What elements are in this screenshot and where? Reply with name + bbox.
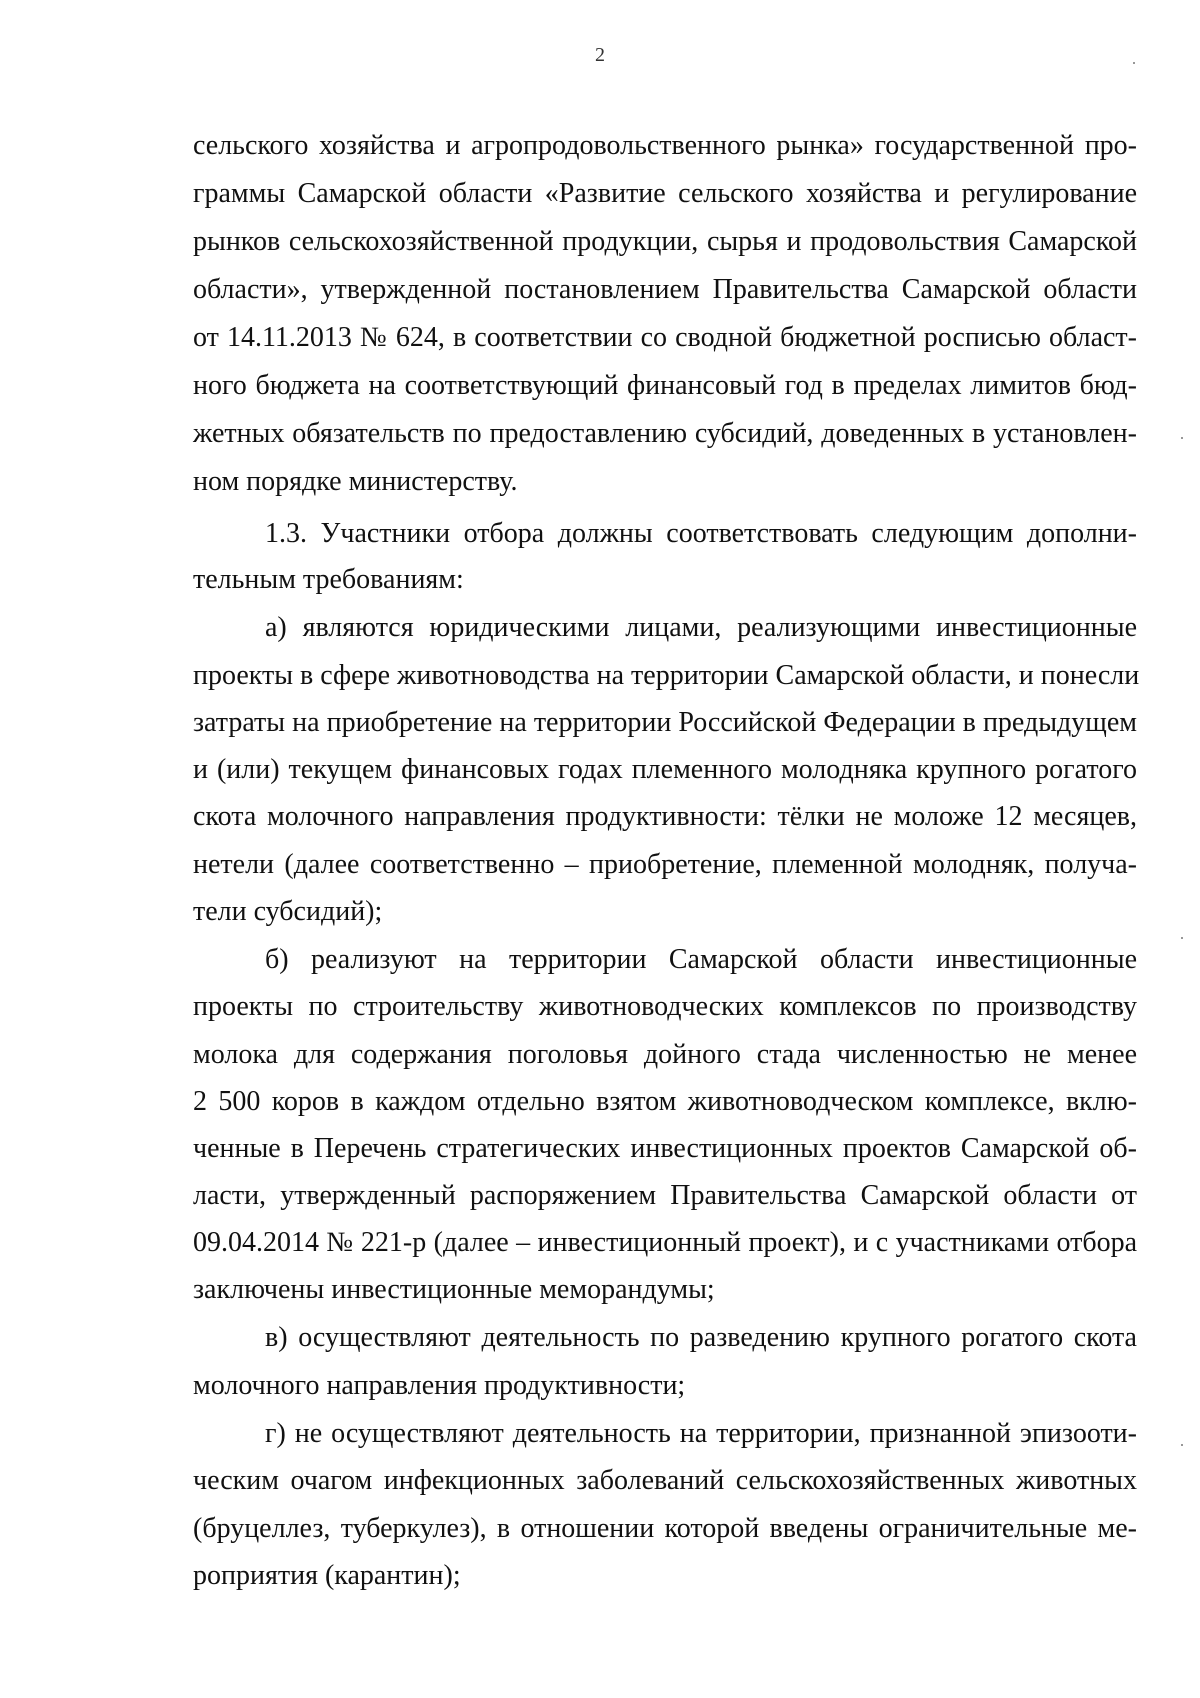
- text-line: роприятия (карантин);: [193, 1560, 461, 1591]
- text-line: а) являются юридическими лицами, реализующими инвестиционные: [265, 612, 1137, 643]
- text-line: от 14.11.2013 № 624, в соответствии со сводной бюджетной росписью област-: [193, 322, 1137, 353]
- text-line: ного бюджета на соответствующий финансовый год в пределах лимитов бюд-: [193, 370, 1137, 401]
- text-line: затраты на приобретение на территории Российской Федерации в предыдущем: [193, 707, 1137, 738]
- text-line: граммы Самарской области «Развитие сельского хозяйства и регулирование: [193, 178, 1137, 209]
- text-line: молочного направления продуктивности;: [193, 1370, 686, 1401]
- text-line: проекты в сфере животноводства на территории Самарской области, и понесли: [193, 660, 1140, 691]
- text-line: (бруцеллез, туберкулез), в отношении которой введены ограничительные ме-: [193, 1513, 1137, 1544]
- text-line: ном порядке министерству.: [193, 466, 518, 497]
- text-line: сельского хозяйства и агропродовольственного рынка» государственной про-: [193, 130, 1137, 161]
- text-line: жетных обязательств по предоставлению субсидий, доведенных в установлен-: [193, 418, 1137, 449]
- text-line: проекты по строительству животноводческих комплексов по производству: [193, 991, 1137, 1022]
- text-line: и (или) текущем финансовых годах племенного молодняка крупного рогатого: [193, 754, 1137, 785]
- page-number: 2: [595, 44, 605, 66]
- scan-speck: [1133, 62, 1135, 64]
- scan-speck: [1181, 937, 1183, 939]
- text-line: заключены инвестиционные меморандумы;: [193, 1274, 715, 1305]
- text-line: области», утвержденной постановлением Правительства Самарской области: [193, 274, 1137, 305]
- text-line: ласти, утвержденный распоряжением Правительства Самарской области от: [193, 1180, 1137, 1211]
- text-line: г) не осуществляют деятельность на территории, признанной эпизооти-: [265, 1418, 1137, 1449]
- text-line: ческим очагом инфекционных заболеваний сельскохозяйственных животных: [193, 1465, 1137, 1496]
- scan-speck: [1181, 1444, 1183, 1446]
- scan-speck: [1181, 437, 1183, 439]
- text-line: 2 500 коров в каждом отдельно взятом животноводческом комплексе, вклю-: [193, 1086, 1137, 1117]
- text-line: скота молочного направления продуктивности: тёлки не моложе 12 месяцев,: [193, 801, 1137, 832]
- text-line: 1.3. Участники отбора должны соответствовать следующим дополни-: [265, 518, 1137, 549]
- text-line: нетели (далее соответственно – приобретение, племенной молодняк, получа-: [193, 849, 1137, 880]
- text-line: тельным требованиям:: [193, 564, 464, 595]
- text-line: рынков сельскохозяйственной продукции, сырья и продовольствия Самарской: [193, 226, 1137, 257]
- text-line: ченные в Перечень стратегических инвестиционных проектов Самарской об-: [193, 1133, 1137, 1164]
- text-line: б) реализуют на территории Самарской области инвестиционные: [265, 944, 1137, 975]
- text-line: тели субсидий);: [193, 896, 383, 927]
- text-line: 09.04.2014 № 221-р (далее – инвестиционный проект), и с участниками отбора: [193, 1227, 1137, 1258]
- text-line: молока для содержания поголовья дойного стада численностью не менее: [193, 1039, 1137, 1070]
- text-line: в) осуществляют деятельность по разведению крупного рогатого скота: [265, 1322, 1137, 1353]
